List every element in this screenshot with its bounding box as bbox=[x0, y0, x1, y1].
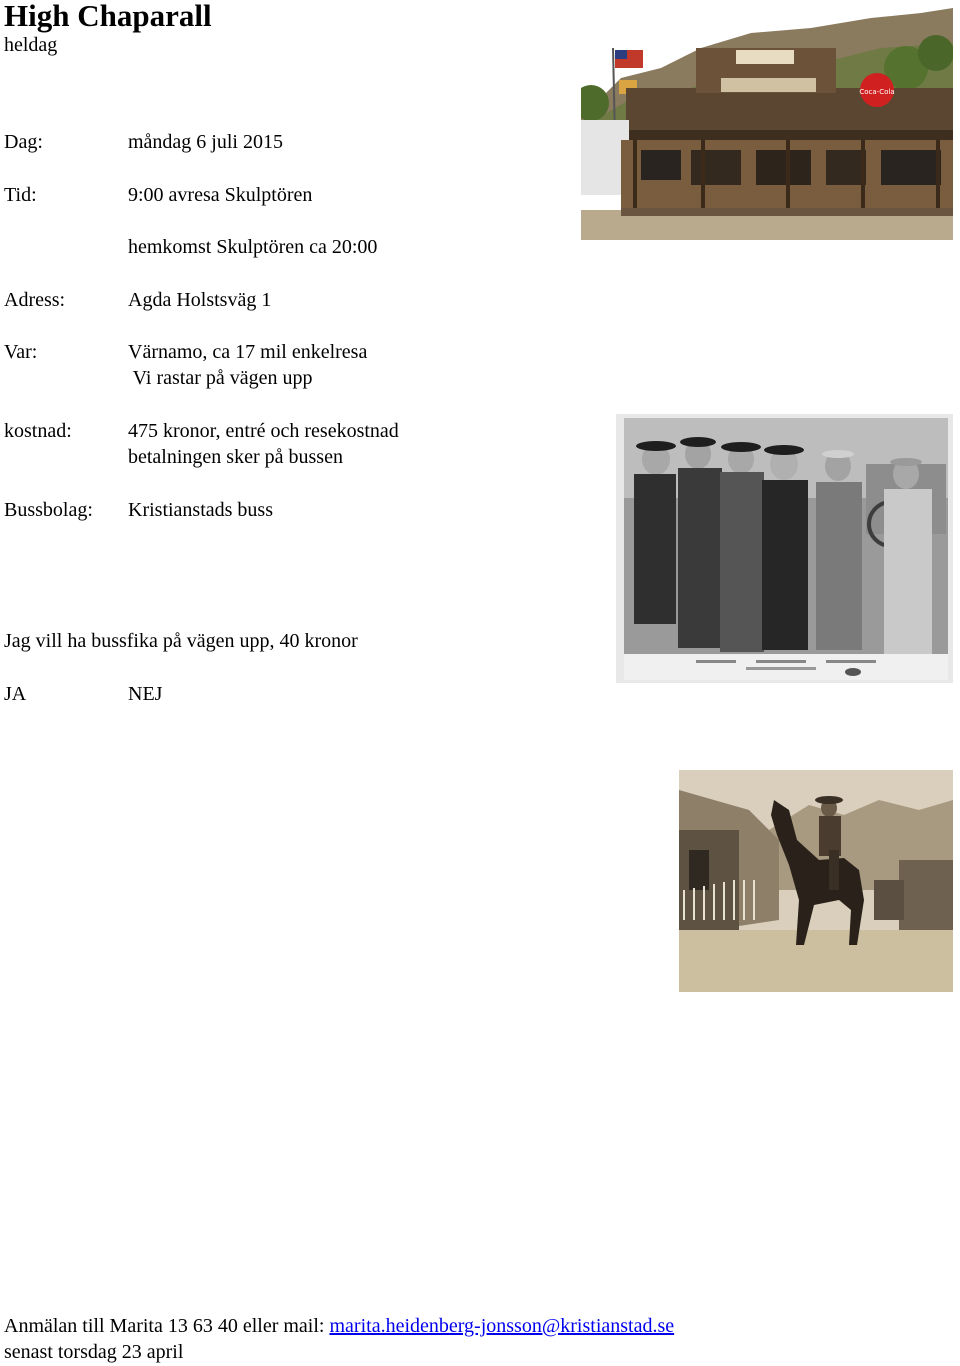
day-value: måndag 6 juli 2015 bbox=[128, 131, 283, 153]
deadline-text: senast torsdag 23 april bbox=[4, 1341, 184, 1363]
fika-yes-option[interactable]: JA bbox=[4, 683, 27, 705]
fika-no-option[interactable]: NEJ bbox=[128, 683, 163, 705]
time-label: Tid: bbox=[4, 184, 37, 206]
time-departure-value: 9:00 avresa Skulptören bbox=[128, 184, 313, 206]
where-label: Var: bbox=[4, 341, 38, 363]
day-label: Dag: bbox=[4, 131, 43, 153]
email-link[interactable]: marita.heidenberg-jonsson@kristianstad.se bbox=[329, 1315, 675, 1337]
coca-cola-sign: Coca-Cola bbox=[859, 88, 895, 96]
bus-company-label: Bussbolag: bbox=[4, 499, 93, 521]
movie-still-illustration bbox=[616, 414, 953, 683]
registration-text: Anmälan till Marita 13 63 40 eller mail: bbox=[4, 1315, 330, 1337]
payment-note: betalningen sker på bussen bbox=[128, 446, 343, 468]
horseman-photo bbox=[679, 770, 953, 992]
where-rest-value: Vi rastar på vägen upp bbox=[128, 367, 313, 389]
horseman-illustration bbox=[679, 770, 953, 992]
cost-value: 475 kronor, entré och resekostnad bbox=[128, 420, 399, 442]
time-return-value: hemkomst Skulptören ca 20:00 bbox=[128, 236, 378, 258]
registration-line bbox=[4, 1313, 674, 1339]
cost-label: kostnad: bbox=[4, 420, 72, 442]
page-title: High Chaparall bbox=[4, 0, 212, 33]
movie-still-photo bbox=[616, 414, 953, 683]
storefront-illustration bbox=[581, 8, 953, 240]
bus-company-value: Kristianstads buss bbox=[128, 499, 273, 521]
address-value: Agda Holstsväg 1 bbox=[128, 289, 272, 311]
address-label: Adress: bbox=[4, 289, 66, 311]
page-subtitle: heldag bbox=[4, 34, 58, 56]
storefront-photo bbox=[581, 8, 953, 240]
fika-question: Jag vill ha bussfika på vägen upp, 40 kronor bbox=[4, 630, 358, 652]
where-value: Värnamo, ca 17 mil enkelresa bbox=[128, 341, 368, 363]
